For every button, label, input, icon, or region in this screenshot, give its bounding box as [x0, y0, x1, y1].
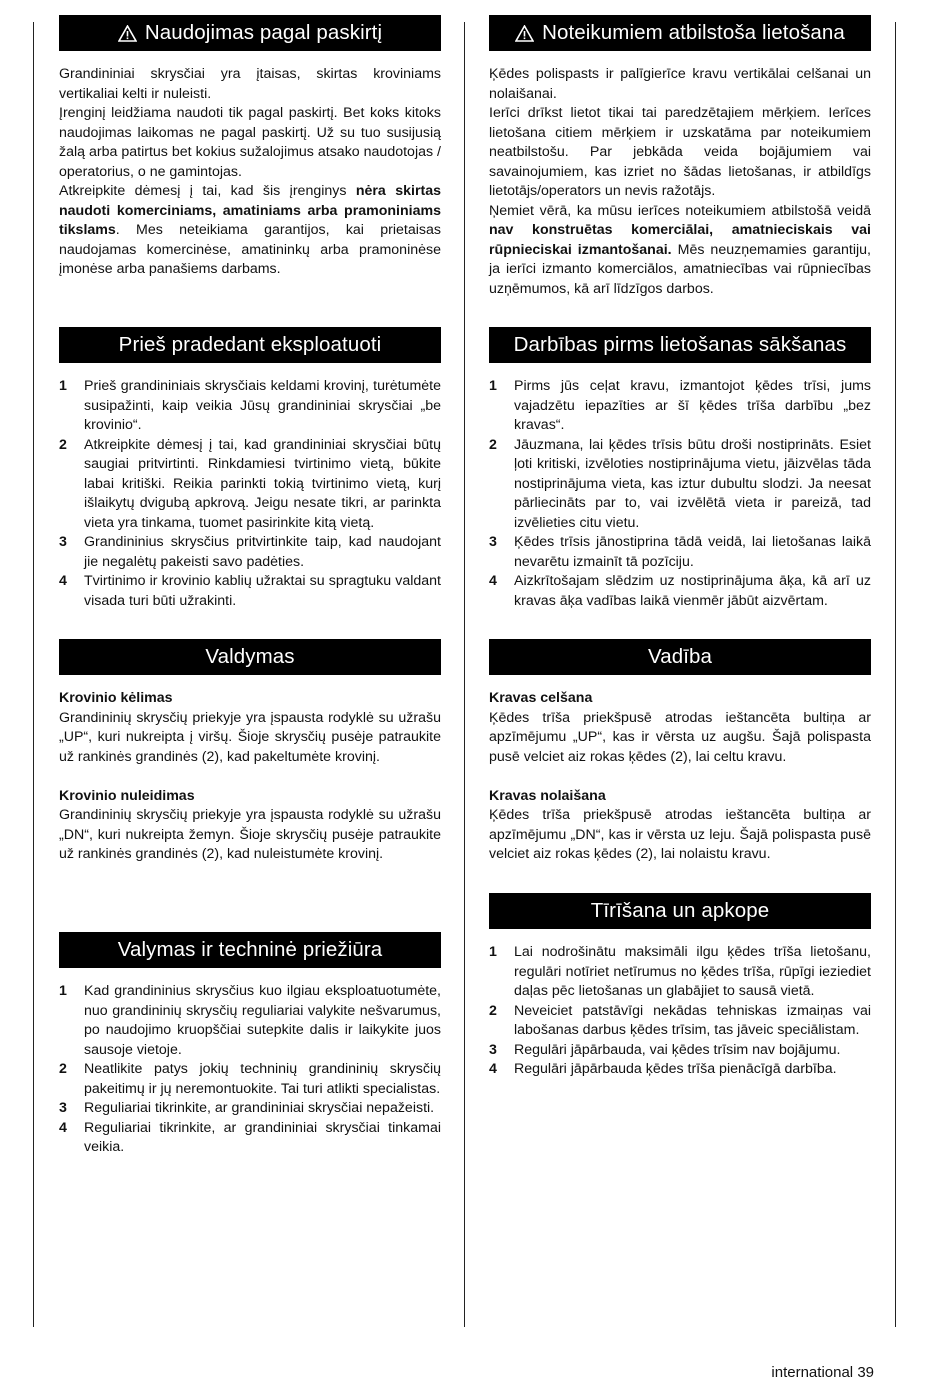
numbered-list — [489, 943, 871, 1080]
section-heading: Darbības pirms lietošanas sākšanas — [489, 327, 871, 363]
numbered-list — [59, 377, 441, 611]
list-item: 1 Lai nodrošinātu maksimāli ilgu ķēdes trīša lietošanu, regulāri notīriet netīrumus no ķēdes trīša, rūpīgi ieziediet daļas pēc lietošanas un glabājiet to sausā vietā. — [489, 944, 871, 999]
paragraph: Ķēdes polispasts ir palīgierīce kravu vertikālai celšanai un nolaišanai. — [489, 66, 871, 102]
list-item: 1 Pirms jūs ceļat kravu, izmantojot ķēdes trīsi, jums vajadzētu iepazīties ar šī ķēdes trīša darbību „bez kravas“. — [489, 378, 871, 433]
paragraph: Grandininiai skrysčiai yra įtaisas, skirtas kroviniams vertikaliai kelti ir nuleisti. — [59, 66, 441, 102]
section-heading: Valdymas — [59, 639, 441, 675]
list-item: 2 Jāuzmana, lai ķēdes trīsis būtu droši nostiprināts. Esiet ļoti kritiski, izvēloties nostiprinājuma vietu, jāizvēlas tāda nostiprinājuma vieta, kas iztur dubultu slodzi. Ja neesat pārliecināts par to, vai izvēlētā vieta ir pareizā, tad izvēlieties citu vietu. — [489, 436, 871, 531]
footer-label: international — [771, 1364, 854, 1381]
list-item: 3 Grandininius skrysčius pritvirtinkite taip, kad naudojant jie negalėtų pakeisti savo padėties. — [59, 534, 441, 570]
list-item: 3 Reguliariai tikrinkite, ar grandininiai skrysčiai nepažeisti. — [59, 1100, 435, 1116]
section-before-use-lt — [59, 327, 441, 611]
section-maintenance-lv — [489, 893, 871, 1080]
list-item: 4 Regulāri jāpārbauda ķēdes trīša pienācīgā darbība. — [489, 1061, 837, 1077]
section-maintenance-lt — [59, 932, 441, 1158]
column-divider — [464, 22, 465, 1327]
section-heading: Noteikumiem atbilstoša lietošana — [489, 15, 871, 51]
section-before-use-lv — [489, 327, 871, 611]
section-heading: Vadība — [489, 639, 871, 675]
numbered-list — [489, 377, 871, 611]
paragraph: Ierīci drīkst lietot tikai tai paredzētajiem mērķiem. Ierīces lietošana citiem mērķiem ir uzskatāma par noteikumiem neatbilstošu. Par jebkāda veida bojājumiem vai savainojumiem, kas izriet no šādas lietošanas, ir atbildīgs lietotājs/operators un nevis ražotājs. — [489, 105, 871, 199]
paragraph: Ņemiet vērā, ka mūsu ierīces noteikumiem atbilstošā veidā nav konstruētas komerciālai, amatnieciskais vai rūpnieciskai izmantošanai. Mēs neuzņemamies garantiju, ja ierīci izmanto komerciālos, amatniecības vai rūpniecības uzņēmumos, kā arī līdzīgos darbos. — [489, 202, 872, 297]
section-operation-lt — [59, 639, 441, 865]
section-intended-use-lv — [489, 15, 871, 299]
section-heading: Prieš pradedant eksploatuoti — [59, 327, 441, 363]
list-item: 4 Tvirtinimo ir krovinio kablių užraktai su spragtuku valdant visada turi būti užrakinti. — [59, 573, 441, 609]
subheading: Kravas nolaišana — [489, 787, 606, 804]
section-heading: Tīrīšana un apkope — [489, 893, 871, 929]
paragraph: Grandininių skrysčių priekyje yra įspausta rodyklė su užrašu „UP“, kuri nukreipta į viršų. Šioje skrysčių pusėje patraukite už rankinės grandinės (2), kad pakeltumėte krovinį. — [59, 709, 441, 765]
paragraph: Įrenginį leidžiama naudoti tik pagal paskirtį. Bet koks kitoks naudojimas laikomas ne pagal paskirtį. Už su tuo susijusią žalą arba patirtus bet kokius sužalojimus atsako naudotojas / operatorius, o ne gamintojas. — [59, 105, 441, 180]
section-intended-use-lt — [59, 15, 441, 280]
list-item: 1 Prieš grandininiais skrysčiais keldami krovinį, turėtumėte susipažinti, kaip veikia Jūsų grandininiai skrysčiai „be krovinio“. — [59, 378, 441, 433]
paragraph: Atkreipkite dėmesį į tai, kad šis įrenginys nėra skirtas naudoti komerciniams, amatiniams arba pramoniniams tikslams. Mes neteikiama garantijos, kai prietaisas naudojamas komercinėse, amatininkų arba pramoninėse įmonėse arba panašiems darbams. — [59, 183, 441, 277]
numbered-list — [59, 982, 441, 1158]
warning-icon — [118, 25, 137, 42]
section-operation-lv — [489, 639, 871, 865]
list-item: 1 Kad grandininius skrysčius kuo ilgiau eksploatuotumėte, nuo grandininių skrysčių reguliariai valykite nešvarumus, po naudojimo kruopščiai sutepkite dalis ir laikykite juos sausoje vietoje. — [59, 983, 441, 1058]
page-footer — [771, 1364, 874, 1381]
list-item: 3 Regulāri jāpārbauda, vai ķēdes trīsim nav bojājumu. — [489, 1041, 841, 1058]
list-item: 3 Ķēdes trīsis jānostiprina tādā veidā, lai lietošanas laikā nevarētu izmainīt tā pozīciju. — [489, 534, 871, 570]
section-heading: Naudojimas pagal paskirtį — [59, 15, 441, 51]
section-heading: Valymas ir techninė priežiūra — [59, 932, 441, 968]
warning-icon — [515, 25, 534, 42]
list-item: 2 Neatlikite patys jokių techninių grandininių skrysčių pakeitimų ir jų neremontuokite. Tai turi atlikti specialistas. — [59, 1061, 441, 1097]
subheading: Krovinio kėlimas — [59, 690, 173, 706]
paragraph: Ķēdes trīša priekšpusē atrodas ieštancēta bultiņa ar apzīmējumu „DN“, kas ir vērsta uz leju. Šajā polispasta pusē velciet aiz rokas ķēdes (2), lai nolaistu kravu. — [489, 807, 871, 862]
list-item: 4 Reguliariai tikrinkite, ar grandininiai skrysčiai tinkamai veikia. — [59, 1119, 441, 1155]
paragraph: Grandininių skrysčių priekyje yra įspausta rodyklė su užrašu „DN“, kuri nukreipta žemyn. Šioje skrysčių pusėje patraukite už rankinės grandinės (2), kad nuleistumėte krovinį. — [59, 807, 441, 862]
list-item: 4 Aizkrītošajam slēdzim uz nostiprinājuma āķa, kā arī uz kravas āķa vadības laikā vienmēr jābūt aizvērtam. — [489, 573, 871, 609]
list-item: 2 Atkreipkite dėmesį į tai, kad grandininiai skrysčiai būtų saugiai pritvirtinti. Rinkdamiesi tvirtinimo vietą, būkite labai kritiški. Reikia parinkti tokią tvirtinimo vietą, kurį išlaikytų dvigubą apkrovą. Jeigu nesate tikri, ar parinkta vieta yra tinkama, tuomet pasirinkite kitą vietą. — [59, 436, 441, 531]
right-margin-rule — [895, 22, 896, 1327]
subheading: Krovinio nuleidimas — [59, 787, 195, 804]
paragraph: Ķēdes trīša priekšpusē atrodas ieštancēta bultiņa ar apzīmējumu „UP“, kas ir vērsta uz augšu. Šajā polispasta pusē velciet aiz rokas ķēdes (2), lai celtu kravu. — [489, 709, 871, 765]
list-item: 2 Neveiciet patstāvīgi nekādas tehniskas izmaiņas vai labošanas darbus ķēdes trīsim, tas jāveic speciālistam. — [489, 1002, 871, 1038]
subheading: Kravas celšana — [489, 690, 593, 706]
left-margin-rule — [33, 22, 34, 1327]
page-number: 39 — [857, 1364, 874, 1381]
